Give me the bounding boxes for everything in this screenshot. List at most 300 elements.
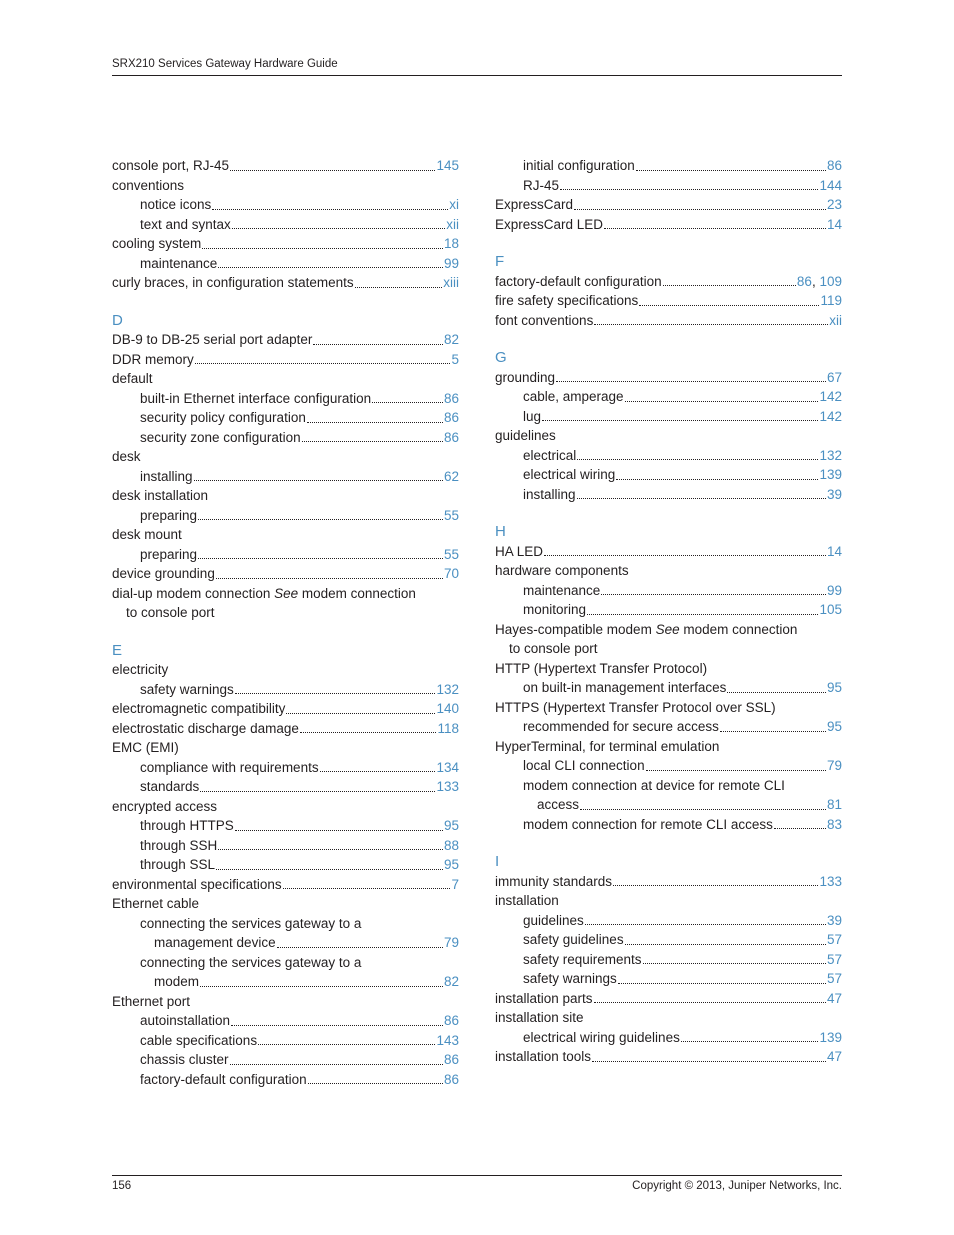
index-entry [495, 930, 842, 950]
page-link[interactable]: 118 [437, 720, 459, 736]
index-term: on built-in management interfaces [523, 680, 727, 695]
index-term: font conventions [495, 312, 594, 328]
index-entry [112, 699, 459, 719]
copyright: Copyright © 2013, Juniper Networks, Inc. [632, 1180, 842, 1192]
index-entry [495, 1008, 842, 1028]
index-entry [112, 525, 459, 545]
index-entry [495, 446, 842, 466]
index-term: DB-9 to DB-25 serial port adapter [112, 332, 313, 347]
index-term: installing [523, 486, 576, 502]
dot-leader [307, 421, 443, 423]
page-link[interactable]: 62 [443, 468, 459, 484]
page-link[interactable]: 133 [819, 873, 842, 889]
index-entry [495, 659, 842, 679]
index-entry [112, 389, 459, 409]
index-term: hardware components [495, 563, 629, 578]
page-references [827, 795, 842, 815]
page-link[interactable]: 133 [436, 779, 459, 794]
page-references [444, 467, 459, 487]
page-link[interactable]: xiii [443, 275, 459, 290]
page-link[interactable]: 86 [443, 410, 459, 425]
dot-leader [618, 982, 826, 984]
index-term: Ethernet port [112, 993, 191, 1009]
index-term: factory-default configuration [495, 273, 662, 289]
index-entry [112, 350, 459, 370]
index-term: compliance with requirements [140, 759, 319, 775]
index-entry [495, 911, 842, 931]
page-link[interactable]: 55 [443, 546, 459, 562]
page-link[interactable]: 79 [826, 758, 842, 773]
index-entry [495, 600, 842, 620]
page-link[interactable]: 86 [443, 1071, 459, 1087]
page-references [444, 330, 459, 350]
page-link[interactable]: 95 [826, 719, 842, 734]
index-term: notice icons [140, 197, 212, 212]
page-references [827, 911, 842, 931]
dot-leader [218, 266, 443, 268]
index-term: cable, amperage [523, 389, 624, 404]
index-term: modem connection at device for remote CLI [523, 777, 785, 793]
index-letter-heading: H [495, 523, 506, 540]
index-entry [495, 215, 842, 235]
index-entry [495, 156, 842, 176]
index-entry [495, 195, 842, 215]
page-link[interactable]: 23 [826, 197, 842, 212]
page-references [827, 485, 842, 505]
dot-leader [577, 458, 818, 460]
index-term: installation tools [495, 1049, 592, 1064]
index-term: RJ-45 [523, 177, 560, 193]
page-link[interactable]: 140 [436, 701, 459, 716]
index-term: grounding [495, 369, 556, 385]
index-entry [495, 795, 842, 815]
index-entry [112, 1031, 459, 1051]
page-link[interactable]: 47 [826, 1049, 842, 1064]
index-term: cooling system [112, 236, 202, 251]
index-term: ExpressCard LED [495, 216, 604, 232]
page-references [444, 855, 459, 875]
dot-leader [587, 613, 818, 615]
index-entry [112, 330, 459, 350]
page-link[interactable]: 132 [819, 447, 842, 463]
index-entry [112, 836, 459, 856]
index-entry [112, 933, 459, 953]
dot-leader [681, 1040, 819, 1042]
index-entry [495, 639, 842, 659]
index-letter-heading: F [495, 253, 505, 270]
page-link[interactable]: 109 [819, 273, 842, 289]
index-term: access [537, 797, 580, 812]
dot-leader [313, 343, 443, 345]
page-link[interactable]: 119 [820, 293, 842, 308]
dot-leader [194, 479, 443, 481]
dot-leader [372, 401, 443, 403]
index-term: Ethernet cable [112, 896, 200, 911]
page-link[interactable]: 142 [819, 389, 842, 404]
page-link[interactable]: 95 [443, 818, 459, 833]
index-entry [495, 678, 842, 698]
page-link[interactable]: xi [449, 197, 459, 212]
index-entry [495, 426, 842, 446]
dot-leader [200, 985, 443, 987]
page-link[interactable]: 82 [443, 974, 459, 989]
index-entry [495, 272, 842, 292]
page-link[interactable]: 139 [819, 1029, 842, 1045]
index-entry [495, 815, 842, 835]
dot-leader [580, 808, 826, 810]
page-link[interactable]: 134 [436, 759, 459, 775]
index-entry [112, 797, 459, 817]
index-entry [112, 816, 459, 836]
index-term: conventions [112, 177, 185, 193]
page-link[interactable]: 82 [443, 332, 459, 347]
page-link[interactable]: 86 [796, 273, 812, 289]
index-term: device grounding [112, 566, 215, 581]
index-term: electromagnetic compatibility [112, 701, 286, 716]
page-link[interactable]: 86 [826, 158, 842, 173]
page-link[interactable]: 39 [826, 486, 842, 502]
index-term: safety requirements [523, 951, 642, 967]
index-entry [495, 891, 842, 911]
index-term: monitoring [523, 602, 587, 617]
index-letter-heading: I [495, 853, 500, 870]
page-references [819, 465, 842, 485]
index-term: HTTP (Hypertext Transfer Protocol) [495, 660, 708, 676]
index-term: installation [495, 893, 559, 908]
dot-leader [542, 419, 818, 421]
page-link[interactable]: 14 [826, 543, 842, 559]
dot-leader [235, 692, 436, 694]
index-term: safety warnings [523, 971, 617, 986]
index-term: standards [140, 779, 200, 794]
index-term: installation parts [495, 990, 593, 1006]
index-term: encrypted access [112, 798, 218, 814]
page-link[interactable]: 95 [826, 680, 842, 695]
page-references [827, 581, 842, 601]
index-term: HyperTerminal, for terminal emulation [495, 738, 720, 754]
index-entry [112, 545, 459, 565]
dot-leader [601, 593, 826, 595]
dot-leader [216, 868, 443, 870]
index-entry [112, 467, 459, 487]
page-references [827, 1047, 842, 1067]
running-header [112, 56, 842, 72]
dot-leader [216, 577, 443, 579]
index-term: dial-up modem connection See modem connection [112, 585, 416, 601]
dot-leader [643, 962, 826, 964]
page-references [827, 950, 842, 970]
index-entry [495, 368, 842, 388]
index-entry [112, 176, 459, 196]
page-references [444, 564, 459, 584]
index-entry [495, 776, 842, 796]
page-link[interactable]: 70 [443, 566, 459, 581]
index-entry [495, 311, 842, 331]
page-references [444, 408, 459, 428]
index-term: through HTTPS [140, 818, 234, 833]
page-references [444, 506, 459, 526]
index-entry [112, 875, 459, 895]
dot-leader [556, 380, 826, 382]
dot-leader [230, 169, 435, 171]
dot-leader [198, 557, 443, 559]
index-term: desk mount [112, 527, 182, 542]
index-entry [495, 756, 842, 776]
page-references [444, 234, 459, 254]
index-entry [495, 620, 842, 640]
page-references [444, 836, 459, 856]
page-link[interactable]: 105 [819, 602, 842, 617]
dot-leader [544, 554, 826, 556]
index-entry [112, 408, 459, 428]
page-references [827, 215, 842, 235]
index-entry [495, 407, 842, 427]
index-letter-heading: D [112, 311, 123, 329]
index-entry [495, 737, 842, 757]
index-term: electrostatic discharge damage [112, 720, 299, 736]
page-link[interactable]: 57 [826, 932, 842, 947]
index-term: EMC (EMI) [112, 740, 179, 755]
dot-leader [230, 1063, 443, 1065]
index-term: fire safety specifications [495, 293, 639, 308]
page-references [451, 350, 459, 370]
page-link[interactable]: 67 [826, 369, 842, 385]
dot-leader [308, 1082, 443, 1084]
index-entry [495, 176, 842, 196]
dot-leader [663, 284, 796, 286]
index-entry [112, 680, 459, 700]
page-references [444, 389, 459, 409]
page-link[interactable]: 55 [443, 507, 459, 523]
index-term: immunity standards [495, 873, 613, 889]
page-link[interactable]: 142 [819, 408, 842, 424]
index-term: connecting the services gateway to a [140, 954, 362, 970]
page-link[interactable]: 14 [826, 216, 842, 232]
index-entry [112, 428, 459, 448]
page-link[interactable]: xii [446, 216, 459, 232]
page-references [819, 387, 842, 407]
index-term: preparing [140, 507, 198, 523]
index-entry [112, 234, 459, 254]
dot-leader [355, 286, 443, 288]
page-references [451, 875, 459, 895]
index-term: to console port [126, 605, 215, 620]
footer-rule [112, 1175, 842, 1176]
index-term: modem [154, 974, 200, 989]
index-entry [112, 855, 459, 875]
see-reference-word: See [655, 621, 680, 637]
index-term: management device [154, 935, 276, 950]
page-link[interactable]: 57 [826, 971, 842, 986]
dot-leader [232, 227, 445, 229]
index-term: maintenance [523, 582, 601, 598]
index-entry [495, 969, 842, 989]
dot-leader [231, 1024, 443, 1026]
page-link[interactable]: 88 [443, 837, 459, 853]
page-references [827, 195, 842, 215]
index-entry [112, 953, 459, 973]
index-term: built-in Ethernet interface configuration [140, 390, 372, 406]
page-link[interactable]: 57 [826, 951, 842, 967]
index-column-right [495, 156, 842, 1067]
index-letter-heading: E [112, 641, 123, 659]
dot-leader [604, 227, 826, 229]
index-entry [112, 777, 459, 797]
index-entry [112, 447, 459, 467]
page-separator: , [811, 273, 820, 289]
dot-leader [625, 943, 826, 945]
page-link[interactable]: 99 [826, 582, 842, 598]
page-references [443, 273, 459, 293]
page-references [819, 407, 842, 427]
index-entry [495, 485, 842, 505]
index-entry [495, 465, 842, 485]
dot-leader [613, 884, 818, 886]
page-link[interactable]: 47 [826, 990, 842, 1006]
dot-leader [774, 827, 826, 829]
index-entry [495, 542, 842, 562]
index-letter-heading: G [495, 349, 507, 366]
page-references [444, 1050, 459, 1070]
index-term: through SSH [140, 837, 218, 853]
dot-leader [200, 790, 435, 792]
dot-leader [594, 323, 828, 325]
index-term: recommended for secure access [523, 719, 719, 734]
page-references [819, 600, 842, 620]
index-term: installing [140, 468, 193, 484]
index-term: safety warnings [140, 681, 234, 697]
page-references [436, 680, 459, 700]
index-term: electrical wiring guidelines [523, 1029, 680, 1045]
index-entry [112, 486, 459, 506]
dot-leader [646, 769, 826, 771]
index-entry [495, 1047, 842, 1067]
page-references [827, 542, 842, 562]
index-entry [495, 581, 842, 601]
index-entry [112, 273, 459, 293]
page-link[interactable]: 144 [819, 177, 842, 193]
index-term: DDR memory [112, 351, 194, 367]
page-link[interactable]: xii [829, 312, 842, 328]
page-link[interactable]: 132 [436, 681, 459, 697]
index-term: autoinstallation [140, 1013, 231, 1028]
index-entry [495, 950, 842, 970]
page-references [437, 719, 459, 739]
page-references [819, 1028, 842, 1048]
page-link[interactable]: 5 [451, 351, 459, 367]
index-term: preparing [140, 546, 198, 562]
index-term: default [112, 371, 153, 386]
page-references [819, 176, 842, 196]
running-footer [112, 1178, 842, 1194]
index-term: guidelines [495, 428, 556, 443]
index-entry [112, 603, 459, 623]
dot-leader [616, 478, 818, 480]
page-references [446, 215, 459, 235]
page-link[interactable]: 143 [436, 1032, 459, 1048]
dot-leader [212, 208, 448, 210]
page-references [797, 272, 842, 292]
page-link[interactable]: 86 [443, 429, 459, 445]
page-link[interactable]: 145 [436, 158, 459, 173]
page-references [444, 254, 459, 274]
index-entry [112, 156, 459, 176]
index-term: environmental specifications [112, 876, 282, 892]
dot-leader [202, 247, 443, 249]
index-term: guidelines [523, 912, 584, 928]
page-link[interactable]: 81 [826, 797, 842, 812]
index-entry [112, 1050, 459, 1070]
index-term: connecting the services gateway to a [140, 915, 362, 931]
see-reference-word: See [274, 585, 299, 601]
page-link[interactable]: 79 [443, 935, 459, 950]
dot-leader [286, 712, 435, 714]
page-link[interactable]: 86 [443, 1013, 459, 1028]
index-term: installation site [495, 1010, 584, 1025]
index-entry [112, 584, 459, 604]
index-term: curly braces, in configuration statements [112, 275, 354, 290]
page-references [827, 815, 842, 835]
page-references [444, 816, 459, 836]
page-references [827, 678, 842, 698]
page-link[interactable]: 18 [443, 236, 459, 251]
index-term: HA LED [495, 543, 544, 559]
page-references [820, 291, 842, 311]
index-entry [112, 758, 459, 778]
index-term: cable specifications [140, 1032, 258, 1048]
index-entry [495, 387, 842, 407]
index-entry [112, 369, 459, 389]
page-link[interactable]: 139 [819, 467, 842, 482]
index-term: electrical [523, 447, 577, 463]
page-references [827, 756, 842, 776]
page-link[interactable]: 83 [826, 816, 842, 832]
index-entry [112, 972, 459, 992]
dot-leader [283, 887, 451, 889]
page-references [819, 872, 842, 892]
dot-leader [720, 730, 826, 732]
index-term: security policy configuration [140, 410, 306, 425]
page-link[interactable]: 86 [443, 1052, 459, 1067]
page-link[interactable]: 39 [826, 912, 842, 928]
page-link[interactable]: 95 [443, 857, 459, 872]
page-references [827, 969, 842, 989]
page-references [829, 311, 842, 331]
page-link[interactable]: 99 [443, 255, 459, 271]
index-entry [112, 506, 459, 526]
dot-leader [198, 518, 443, 520]
page-references [444, 933, 459, 953]
index-entry [495, 291, 842, 311]
page-link[interactable]: 86 [443, 390, 459, 406]
index-term: chassis cluster [140, 1052, 229, 1067]
index-entry [112, 195, 459, 215]
index-term: desk installation [112, 488, 209, 503]
page-references [449, 195, 459, 215]
page-references [827, 368, 842, 388]
index-term: local CLI connection [523, 758, 645, 773]
index-term: through SSL [140, 857, 216, 872]
header-rule [112, 75, 842, 76]
index-entry [112, 564, 459, 584]
page-link[interactable]: 7 [451, 876, 459, 892]
index-entry [112, 914, 459, 934]
index-entry [112, 738, 459, 758]
index-entry [112, 719, 459, 739]
dot-leader [585, 923, 826, 925]
index-entry [112, 992, 459, 1012]
page-references [827, 930, 842, 950]
